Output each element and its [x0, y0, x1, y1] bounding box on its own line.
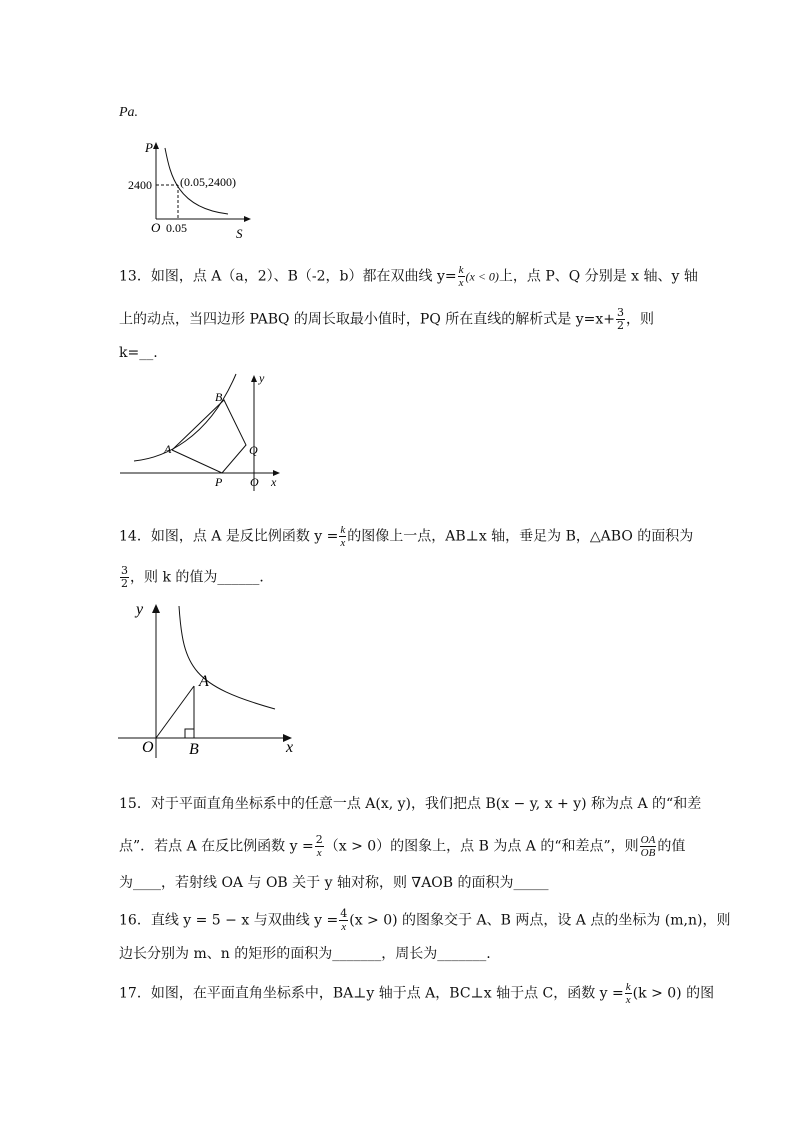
point-label-b: B: [215, 390, 223, 404]
q15-line-3: 为____，若射线 OA 与 OB 关于 y 轴对称，则 ∇AOB 的面积为_____: [119, 875, 549, 891]
q17-line-1: 17．如图，在平面直角坐标系中，BA⊥y 轴于点 A，BC⊥x 轴于点 C，函数 y = $\frac{k}{x}$ (k > 0) 的图: [119, 981, 715, 1006]
point-label-a: A: [164, 442, 172, 456]
q13-line-3: k=__.: [119, 345, 158, 361]
pressure-area-graph: [118, 138, 258, 243]
point-label-b: B: [189, 741, 199, 758]
origin-label: O: [151, 220, 161, 235]
axis-label-p: P: [145, 140, 153, 155]
q13-line-1: 13．如图，点 A（a，2）、B（-2，b）都在双曲线 y= $\frac{k}{x}$ (x < 0)上，点 P、Q 分别是 x 轴、y 轴: [119, 264, 698, 289]
quadrilateral-figure: [118, 370, 288, 492]
axis-label-y: y: [259, 371, 265, 385]
q14-line-2: $\frac{3}{2}$ ，则 k 的值为______．: [121, 564, 274, 590]
point-label: (0.05,2400): [180, 175, 236, 189]
origin-label: O: [250, 475, 259, 489]
axis-label-x: x: [271, 475, 277, 489]
unit-text: Pa.: [119, 105, 139, 120]
q14-line-1: 14．如图，点 A 是反比例函数 y = $\frac{k}{x}$ 的图像上一点，AB⊥x 轴，垂足为 B，△ABO 的面积为: [119, 524, 694, 549]
tick-label-y: 2400: [128, 178, 152, 192]
q15-line-2: 点”．若点 A 在反比例函数 y = $\frac{2}{x}$ （x > 0）的图象上，点 B 为点 A 的“和差点”，则 $\frac{OA}{OB}$ 的值: [119, 833, 686, 859]
inverse-function-figure: [118, 598, 308, 758]
q16-line-2: 边长分别为 m、n 的矩形的面积为_______，周长为_______.: [119, 946, 491, 962]
q13-line-2: 上的动点，当四边形 PABQ 的周长取最小值时，PQ 所在直线的解析式是 y=x+ $\frac{3}{2}$ ，则: [119, 306, 654, 332]
q16-line-1: 16．直线 y = 5 − x 与双曲线 y = $\frac{4}{x}$ (x > 0) 的图象交于 A、B 两点，设 A 点的坐标为 (m,n)，则: [119, 907, 731, 933]
tick-label-x: 0.05: [166, 221, 187, 235]
point-label-q: Q: [249, 443, 258, 457]
point-label-p: P: [215, 475, 223, 489]
axis-label-y: y: [136, 601, 144, 618]
point-label-a: A: [199, 673, 209, 690]
axis-label-x: x: [286, 739, 294, 756]
axis-label-s: S: [236, 226, 243, 241]
q15-line-1: 15．对于平面直角坐标系中的任意一点 A(x, y)，我们把点 B(x − y, x + y) 称为点 A 的“和差: [119, 796, 702, 812]
origin-label: O: [142, 739, 154, 756]
